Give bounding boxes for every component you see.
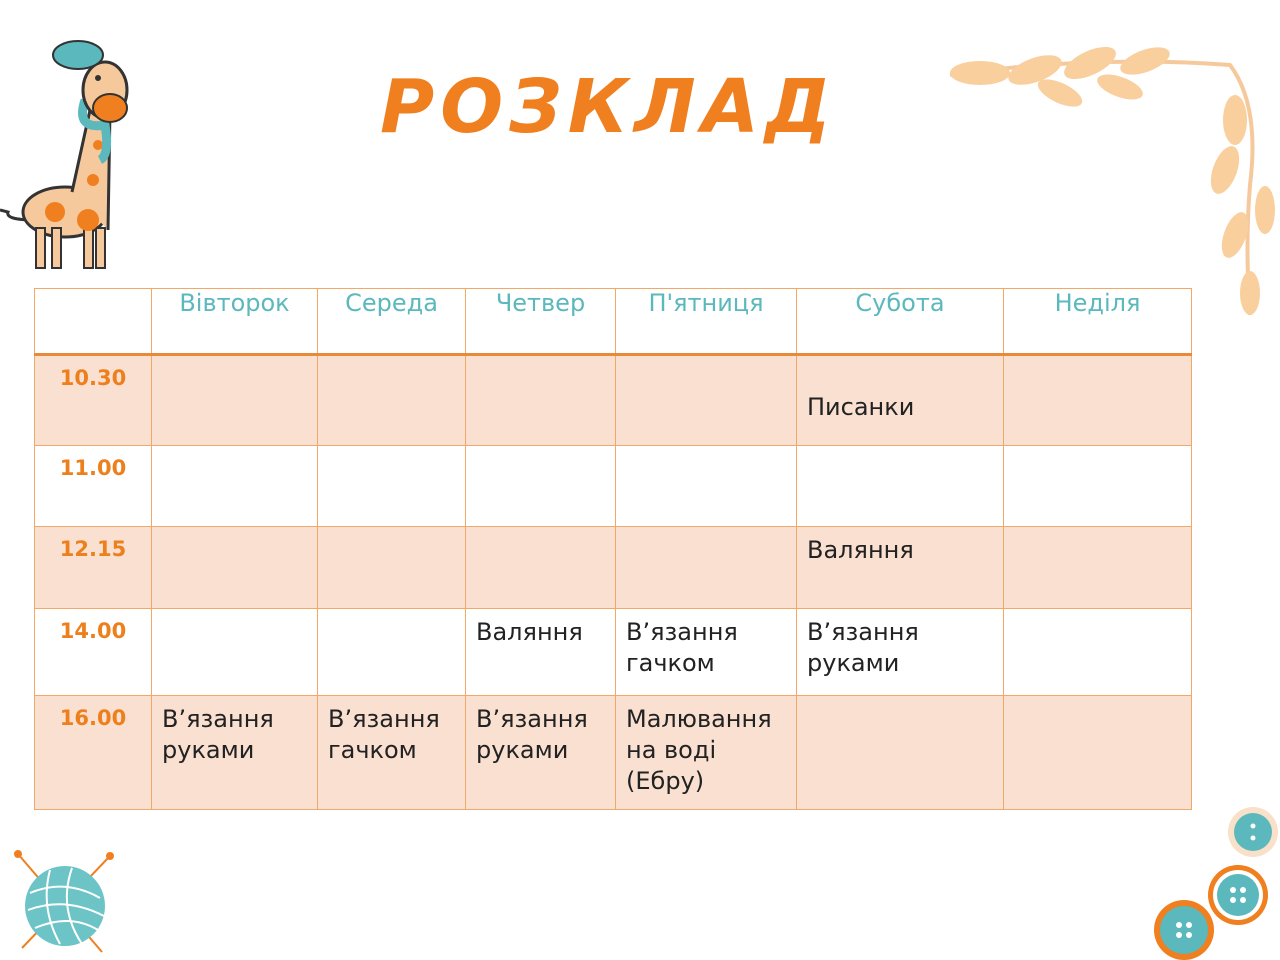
table-row: [35, 446, 1192, 527]
header-thursday: Четвер: [466, 289, 616, 355]
button-icon: [1150, 800, 1280, 960]
schedule-cell: Валяння: [466, 609, 616, 696]
schedule-cell: [466, 527, 616, 609]
schedule-cell: Писанки: [797, 355, 1004, 446]
schedule-cell: [616, 527, 797, 609]
table-row: [35, 696, 1192, 810]
page-title: РОЗКЛАД: [380, 64, 837, 150]
giraffe-icon: [0, 30, 135, 275]
schedule-cell: [797, 446, 1004, 527]
schedule-cell: В’язання руками: [152, 696, 318, 810]
schedule-cell: В’язання гачком: [318, 696, 466, 810]
table-header-row: [35, 289, 1192, 355]
header-sunday: Неділя: [1004, 289, 1192, 355]
schedule-cell: [318, 446, 466, 527]
schedule-cell: [152, 446, 318, 527]
schedule-cell: [1004, 446, 1192, 527]
time-cell: 16.00: [35, 696, 152, 810]
schedule-cell: Валяння: [797, 527, 1004, 609]
header-tuesday: Вівторок: [152, 289, 318, 355]
schedule-cell: [466, 446, 616, 527]
header-empty: [35, 289, 152, 355]
schedule-cell: [1004, 609, 1192, 696]
schedule-cell: [152, 609, 318, 696]
leaf-branch-icon: [940, 25, 1280, 325]
yarn-ball-icon: [10, 848, 120, 956]
table-row: [35, 527, 1192, 609]
schedule-cell: [616, 355, 797, 446]
schedule-cell: [152, 527, 318, 609]
schedule-cell: [318, 355, 466, 446]
schedule-cell: [1004, 527, 1192, 609]
schedule-cell: В’язання руками: [797, 609, 1004, 696]
schedule-cell: Малювання на воді (Ебру): [616, 696, 797, 810]
table-row: [35, 355, 1192, 446]
schedule-cell: [797, 696, 1004, 810]
table-row: [35, 609, 1192, 696]
schedule-cell: [152, 355, 318, 446]
schedule-cell: [318, 609, 466, 696]
header-friday: П'ятниця: [616, 289, 797, 355]
schedule-cell: В’язання руками: [466, 696, 616, 810]
time-cell: 12.15: [35, 527, 152, 609]
time-cell: 14.00: [35, 609, 152, 696]
time-cell: 10.30: [35, 355, 152, 446]
header-saturday: Субота: [797, 289, 1004, 355]
header-wednesday: Середа: [318, 289, 466, 355]
schedule-cell: В’язання гачком: [616, 609, 797, 696]
schedule-cell: [1004, 696, 1192, 810]
time-cell: 11.00: [35, 446, 152, 527]
schedule-cell: [616, 446, 797, 527]
schedule-cell: [318, 527, 466, 609]
schedule-table: [34, 288, 1192, 810]
schedule-cell: [1004, 355, 1192, 446]
schedule-cell: [466, 355, 616, 446]
